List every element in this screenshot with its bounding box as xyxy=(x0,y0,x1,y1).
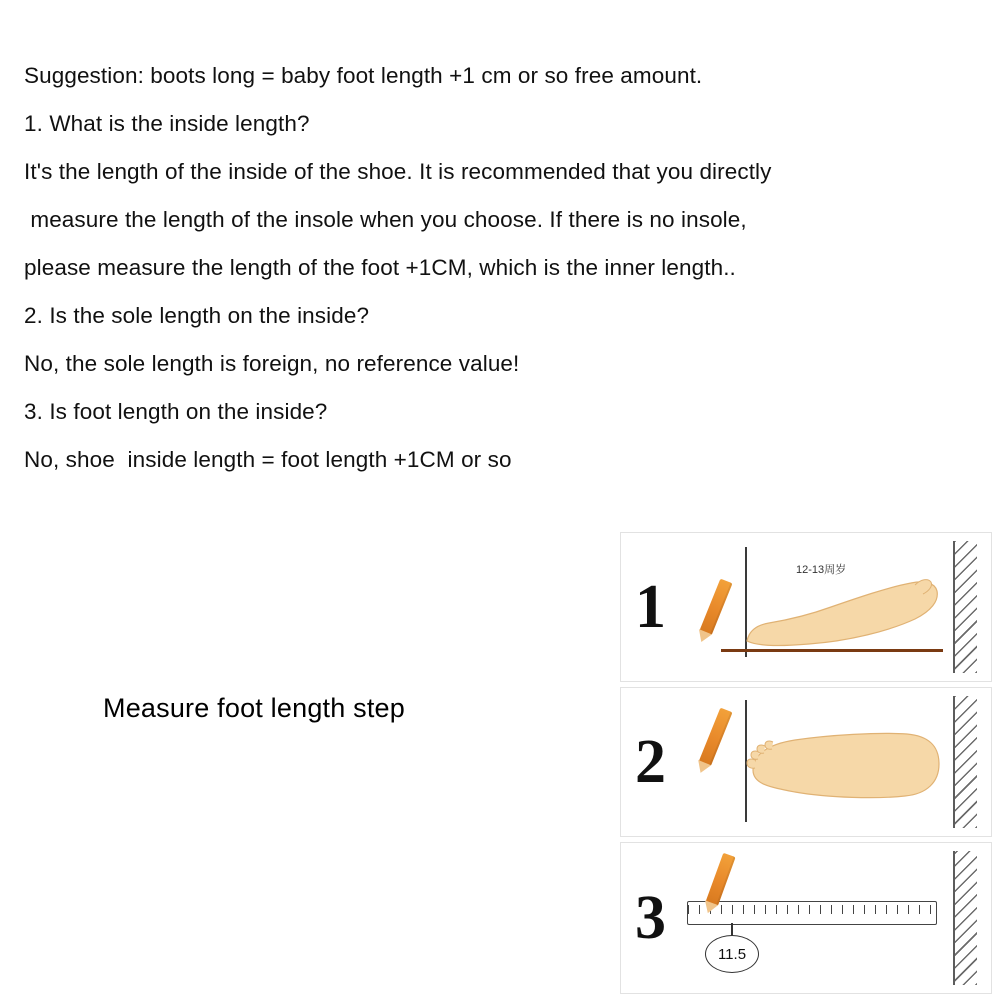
foot-illustration xyxy=(739,726,945,806)
instruction-line: 1. What is the inside length? xyxy=(24,111,310,136)
wall-hatching xyxy=(953,696,977,828)
pencil-icon xyxy=(699,579,732,636)
measure-steps-diagram xyxy=(620,532,992,994)
diagram-step-1 xyxy=(620,532,992,682)
pencil-icon xyxy=(699,708,733,767)
diagram-step-2 xyxy=(620,687,992,837)
step-number: 2 xyxy=(635,728,666,796)
foot-illustration xyxy=(739,573,949,653)
instruction-line: It's the length of the inside of the shoe. It is recommended that you directly xyxy=(24,159,772,184)
diagram-step-3 xyxy=(620,842,992,994)
pencil-icon xyxy=(706,853,736,906)
instruction-line: please measure the length of the foot +1CM, which is the inner length.. xyxy=(24,255,736,280)
instructions-block xyxy=(24,52,1000,484)
instruction-line: 2. Is the sole length on the inside? xyxy=(24,303,370,328)
measure-foot-length-caption: Measure foot length step xyxy=(103,693,405,723)
instruction-line: No, the sole length is foreign, no reference value! xyxy=(24,351,520,376)
instruction-line: No, shoe inside length = foot length +1CM or so xyxy=(24,447,512,472)
instruction-line: measure the length of the insole when you choose. If there is no insole, xyxy=(24,207,747,232)
ruler xyxy=(687,901,937,925)
floor-line xyxy=(721,649,943,652)
instruction-line: 3. Is foot length on the inside? xyxy=(24,399,328,424)
step-number: 1 xyxy=(635,573,666,641)
measurement-bubble: 11.5 xyxy=(705,935,759,973)
wall-hatching xyxy=(953,541,977,673)
instruction-line: Suggestion: boots long = baby foot length +1 cm or so free amount. xyxy=(24,63,703,88)
age-label: 12-13周岁 xyxy=(796,564,847,576)
ruler-ticks xyxy=(688,905,936,914)
step-number: 3 xyxy=(635,884,666,952)
wall-hatching xyxy=(953,851,977,985)
